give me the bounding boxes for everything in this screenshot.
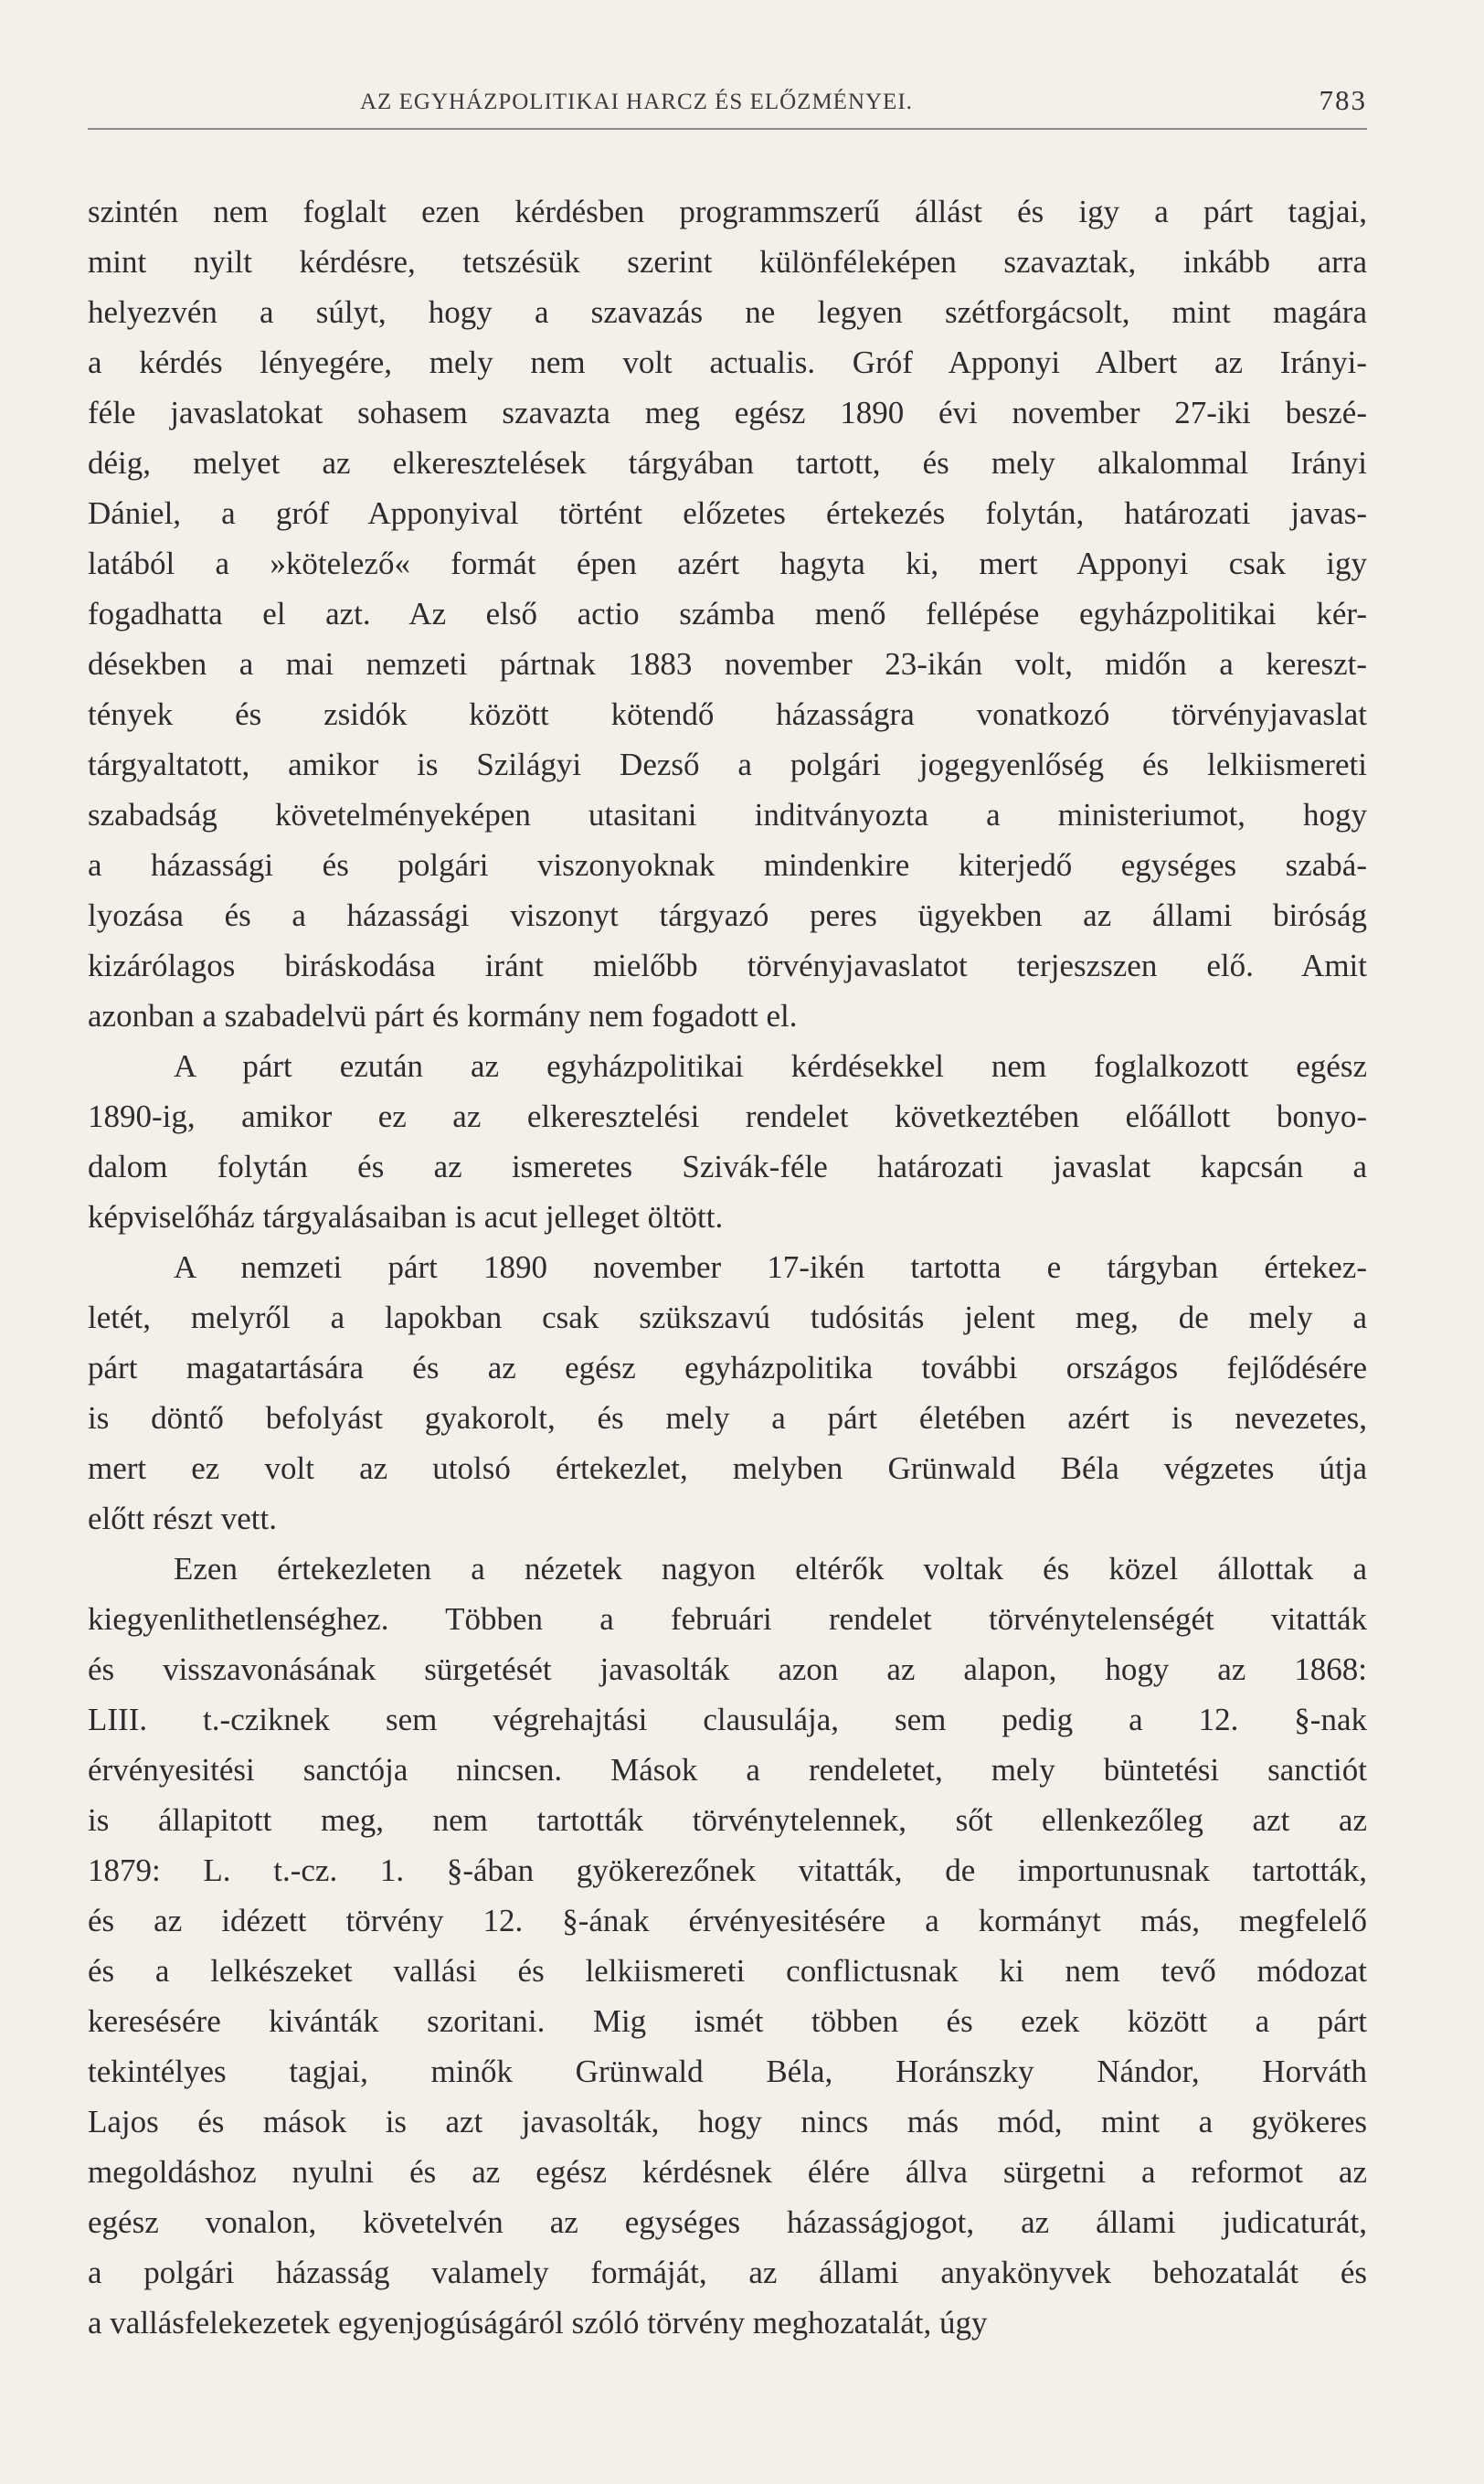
text-line: désekben a mai nemzeti pártnak 1883 november 23-ikán volt, midőn a kereszt-: [88, 646, 1367, 682]
text-line: keresésére kivánták szoritani. Mig ismét többen és ezek között a párt: [88, 2003, 1367, 2039]
text-line: a kérdés lényegére, mely nem volt actualis. Gróf Apponyi Albert az Irányi-: [88, 345, 1367, 380]
text-line: fogadhatta el azt. Az első actio számba menő fellépése egyházpolitikai kér-: [88, 596, 1367, 632]
paragraph: [88, 1544, 1367, 2348]
text-line: egész vonalon, követelvén az egységes házasságjogot, az állami judicaturát,: [88, 2204, 1367, 2240]
text-line: latából a »kötelező« formát épen azért hagyta ki, mert Apponyi csak igy: [88, 546, 1367, 581]
text-line: A nemzeti párt 1890 november 17-ikén tartotta e tárgyban értekez-: [174, 1249, 1367, 1285]
text-line: Dániel, a gróf Apponyival történt előzetes értekezés folytán, határozati javas-: [88, 495, 1367, 531]
text-line: mint nyilt kérdésre, tetszésük szerint különféleképen szavaztak, inkább arra: [88, 244, 1367, 280]
text-line: megoldáshoz nyulni és az egész kérdésnek élére állva sürgetni a reformot az: [88, 2154, 1367, 2190]
paragraph: [88, 1242, 1367, 1544]
text-line: a polgári házasság valamely formáját, az állami anyakönyvek behozatalát és: [88, 2255, 1367, 2290]
text-line: és a lelkészeket vallási és lelkiismereti conflictusnak ki nem tevő módozat: [88, 1953, 1367, 1989]
text-line: szabadság követelményeképen utasitani inditványozta a ministeriumot, hogy: [88, 797, 1367, 833]
text-line: érvényesitési sanctója nincsen. Mások a rendeletet, mely büntetési sanctiót: [88, 1752, 1367, 1788]
text-line: déig, melyet az elkeresztelések tárgyában tartott, és mely alkalommal Irányi: [88, 445, 1367, 481]
page-number: 783: [1319, 84, 1367, 116]
text-line: is állapitott meg, nem tartották törvénytelennek, sőt ellenkezőleg azt az: [88, 1802, 1367, 1838]
paragraph: [88, 1041, 1367, 1242]
text-line: féle javaslatokat sohasem szavazta meg egész 1890 évi november 27-iki beszé-: [88, 395, 1367, 430]
text-line: kiegyenlithetlenséghez. Többen a februári rendelet törvénytelenségét vitatták: [88, 1601, 1367, 1637]
text-line: 1890-ig, amikor ez az elkeresztelési rendelet következtében előállott bonyo-: [88, 1099, 1367, 1134]
text-line: tárgyaltatott, amikor is Szilágyi Dezső a polgári jogegyenlőség és lelkiismereti: [88, 747, 1367, 782]
text-line: is döntő befolyást gyakorolt, és mely a párt életében azért is nevezetes,: [88, 1400, 1367, 1436]
text-line: letét, melyről a lapokban csak szükszavú tudósitás jelent meg, de mely a: [88, 1300, 1367, 1335]
text-line: 1879: L. t.-cz. 1. §-ában gyökerezőnek vitatták, de importunusnak tartották,: [88, 1852, 1367, 1888]
text-line: azonban a szabadelvü párt és kormány nem fogadott el.: [88, 998, 798, 1034]
text-line: a házassági és polgári viszonyoknak mindenkire kiterjedő egységes szabá-: [88, 847, 1367, 883]
text-line: a vallásfelekezetek egyenjogúságáról szóló törvény meghozatalát, úgy: [88, 2305, 988, 2341]
running-head: AZ EGYHÁZPOLITIKAI HARCZ ÉS ELŐZMÉNYEI.: [360, 90, 913, 114]
text-line: helyezvén a súlyt, hogy a szavazás ne legyen szétforgácsolt, mint magára: [88, 294, 1367, 330]
header-rule: [88, 128, 1367, 130]
text-line: tények és zsidók között kötendő házasságra vonatkozó törvényjavaslat: [88, 696, 1367, 732]
text-line: Ezen értekezleten a nézetek nagyon eltérők voltak és közel állottak a: [174, 1551, 1367, 1587]
text-line: és az idézett törvény 12. §-ának érvényesitésére a kormányt más, megfelelő: [88, 1903, 1367, 1938]
text-line: lyozása és a házassági viszonyt tárgyazó peres ügyekben az állami biróság: [88, 897, 1367, 933]
text-line: dalom folytán és az ismeretes Szivák-féle határozati javaslat kapcsán a: [88, 1149, 1367, 1184]
text-line: szintén nem foglalt ezen kérdésben programmszerű állást és igy a párt tagjai,: [88, 194, 1367, 229]
text-line: előtt részt vett.: [88, 1501, 278, 1536]
text-line: A párt ezután az egyházpolitikai kérdésekkel nem foglalkozott egész: [174, 1048, 1367, 1084]
text-line: LIII. t.-cziknek sem végrehajtási clausulája, sem pedig a 12. §-nak: [88, 1702, 1367, 1737]
body-text: [88, 186, 1367, 2348]
text-line: tekintélyes tagjai, minők Grünwald Béla, Horánszky Nándor, Horváth: [88, 2054, 1367, 2089]
text-line: párt magatartására és az egész egyházpolitika további országos fejlődésére: [88, 1350, 1367, 1385]
paragraph: [88, 186, 1367, 1041]
text-line: Lajos és mások is azt javasolták, hogy nincs más mód, mint a gyökeres: [88, 2104, 1367, 2139]
text-line: képviselőház tárgyalásaiban is acut jelleget öltött.: [88, 1199, 724, 1235]
text-line: mert ez volt az utolsó értekezlet, melyben Grünwald Béla végzetes útja: [88, 1450, 1367, 1486]
page-header: [88, 84, 1367, 135]
text-line: és visszavonásának sürgetését javasolták azon az alapon, hogy az 1868:: [88, 1651, 1367, 1687]
text-line: kizárólagos biráskodása iránt mielőbb törvényjavaslatot terjeszszen elő. Amit: [88, 948, 1367, 983]
